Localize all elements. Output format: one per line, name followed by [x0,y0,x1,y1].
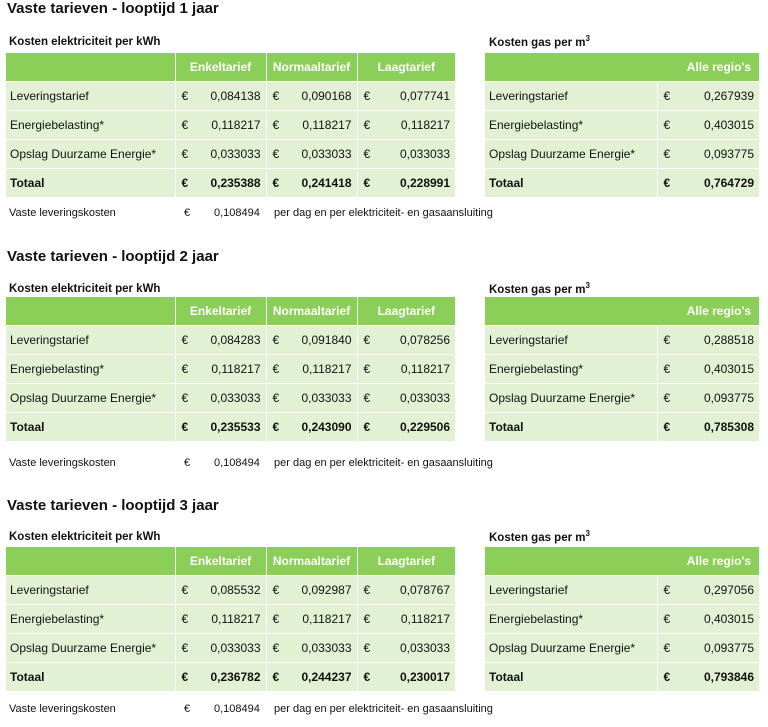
price-cell: 0,118217 [193,355,266,384]
price-cell: 0,118217 [284,111,357,140]
row-label: Energiebelasting* [6,111,175,140]
price-cell: 0,033033 [193,384,266,413]
table-header-row [485,297,759,326]
row-label: Energiebelasting* [485,355,657,384]
euro-sign: € [175,326,193,355]
column-header: Normaaltarief [266,53,357,82]
fixed-costs-label: Vaste leveringskosten [9,457,116,469]
table-row [485,634,759,663]
row-label: Energiebelasting* [6,355,175,384]
fixed-delivery-costs [9,703,759,719]
table-row [485,576,759,605]
section-title: Vaste tarieven - looptijd 1 jaar [7,0,219,17]
euro-sign: € [657,82,675,111]
column-header: Enkeltarief [175,297,266,326]
fixed-costs-note: per dag en per elektriciteit- en gasaansluiting [274,207,493,219]
table-header-row [6,297,455,326]
euro-sign: € [266,111,284,140]
price-cell: 0,118217 [284,355,357,384]
header-blank [6,547,175,576]
price-cell: 0,077741 [375,82,455,111]
price-cell: 0,764729 [675,169,759,198]
euro-sign: € [184,457,191,469]
row-label: Energiebelasting* [6,605,175,634]
row-label: Opslag Duurzame Energie* [6,634,175,663]
table-row [6,111,455,140]
fixed-costs-note: per dag en per elektriciteit- en gasaansluiting [274,703,493,715]
gas-subtitle-sup: 3 [585,34,590,43]
row-label: Opslag Duurzame Energie* [6,140,175,169]
price-cell: 0,078256 [375,326,455,355]
table-header-row [485,53,759,82]
euro-sign: € [175,355,193,384]
row-label: Leveringstarief [485,326,657,355]
euro-sign: € [657,326,675,355]
price-cell: 0,084138 [193,82,266,111]
electricity-subtitle: Kosten elektriciteit per kWh [9,36,161,48]
fixed-costs-note: per dag en per elektriciteit- en gasaansluiting [274,457,493,469]
price-cell: 0,084283 [193,326,266,355]
fixed-costs-value: 0,108494 [214,457,260,469]
fixed-costs-label: Vaste leveringskosten [9,207,116,219]
row-label: Totaal [6,169,175,198]
gas-subtitle [489,529,590,544]
total-row [6,169,455,198]
euro-sign: € [657,169,675,198]
gas-table [485,53,759,198]
column-header: Laagtarief [357,547,455,576]
euro-sign: € [357,634,375,663]
euro-sign: € [266,140,284,169]
gas-table [485,547,759,692]
euro-sign: € [357,140,375,169]
column-header: Alle regio's [657,53,759,82]
row-label: Totaal [6,663,175,692]
euro-sign: € [175,663,193,692]
euro-sign: € [266,605,284,634]
row-label: Energiebelasting* [485,111,657,140]
total-row [485,413,759,442]
table-row [6,326,455,355]
table-header-row [6,53,455,82]
gas-subtitle-text: Kosten gas per m [489,531,586,544]
row-label: Opslag Duurzame Energie* [485,634,657,663]
euro-sign: € [175,111,193,140]
euro-sign: € [657,140,675,169]
price-cell: 0,033033 [375,384,455,413]
euro-sign: € [357,663,375,692]
fixed-costs-value: 0,108494 [214,703,260,715]
price-cell: 0,228991 [375,169,455,198]
euro-sign: € [266,169,284,198]
euro-sign: € [266,326,284,355]
table-row [6,384,455,413]
price-cell: 0,118217 [375,111,455,140]
total-row [6,413,455,442]
euro-sign: € [266,355,284,384]
price-cell: 0,085532 [193,576,266,605]
row-label: Totaal [485,663,657,692]
euro-sign: € [175,576,193,605]
euro-sign: € [357,82,375,111]
table-header-row [485,547,759,576]
price-cell: 0,033033 [375,140,455,169]
table-row [485,82,759,111]
fixed-costs-label: Vaste leveringskosten [9,703,116,715]
price-cell: 0,230017 [375,663,455,692]
table-row [485,140,759,169]
row-label: Leveringstarief [6,82,175,111]
row-label: Totaal [485,413,657,442]
price-cell: 0,793846 [675,663,759,692]
price-cell: 0,235388 [193,169,266,198]
euro-sign: € [266,384,284,413]
gas-subtitle [489,34,590,49]
price-cell: 0,241418 [284,169,357,198]
table-row [6,634,455,663]
price-cell: 0,118217 [284,605,357,634]
column-header: Laagtarief [357,53,455,82]
price-cell: 0,403015 [675,605,759,634]
euro-sign: € [175,82,193,111]
price-cell: 0,288518 [675,326,759,355]
row-label: Leveringstarief [6,576,175,605]
column-header: Alle regio's [657,547,759,576]
fixed-delivery-costs [9,207,759,223]
electricity-table [6,547,455,692]
euro-sign: € [357,413,375,442]
header-blank [485,297,657,326]
euro-sign: € [357,576,375,605]
row-label: Totaal [485,169,657,198]
price-cell: 0,243090 [284,413,357,442]
euro-sign: € [266,576,284,605]
gas-table [485,297,759,442]
fixed-costs-value: 0,108494 [214,207,260,219]
euro-sign: € [266,413,284,442]
price-cell: 0,078767 [375,576,455,605]
euro-sign: € [657,634,675,663]
row-label: Leveringstarief [485,576,657,605]
column-header: Alle regio's [657,297,759,326]
euro-sign: € [266,82,284,111]
row-label: Totaal [6,413,175,442]
row-label: Energiebelasting* [485,605,657,634]
euro-sign: € [657,384,675,413]
price-cell: 0,033033 [284,140,357,169]
price-cell: 0,403015 [675,111,759,140]
row-label: Opslag Duurzame Energie* [485,384,657,413]
column-header: Enkeltarief [175,53,266,82]
gas-subtitle-text: Kosten gas per m [489,283,586,296]
price-cell: 0,235533 [193,413,266,442]
euro-sign: € [175,384,193,413]
euro-sign: € [357,384,375,413]
price-cell: 0,118217 [193,111,266,140]
euro-sign: € [184,207,191,219]
euro-sign: € [357,169,375,198]
table-row [485,605,759,634]
header-blank [485,53,657,82]
price-cell: 0,093775 [675,634,759,663]
price-cell: 0,093775 [675,140,759,169]
gas-subtitle [489,281,590,296]
table-row [6,82,455,111]
header-blank [485,547,657,576]
electricity-table [6,53,455,198]
euro-sign: € [357,111,375,140]
euro-sign: € [657,413,675,442]
euro-sign: € [175,605,193,634]
tariff-section [0,497,768,727]
price-cell: 0,297056 [675,576,759,605]
total-row [485,663,759,692]
euro-sign: € [175,140,193,169]
row-label: Opslag Duurzame Energie* [485,140,657,169]
price-cell: 0,785308 [675,413,759,442]
electricity-table [6,297,455,442]
gas-subtitle-sup: 3 [585,529,590,538]
section-title: Vaste tarieven - looptijd 2 jaar [7,248,219,265]
table-row [485,326,759,355]
price-cell: 0,033033 [193,634,266,663]
euro-sign: € [175,413,193,442]
tariff-section [0,0,768,230]
table-row [485,111,759,140]
column-header: Normaaltarief [266,297,357,326]
euro-sign: € [357,326,375,355]
price-cell: 0,033033 [193,140,266,169]
fixed-delivery-costs [9,457,759,473]
gas-subtitle-text: Kosten gas per m [489,36,586,49]
row-label: Opslag Duurzame Energie* [6,384,175,413]
price-cell: 0,093775 [675,384,759,413]
header-blank [6,297,175,326]
table-header-row [6,547,455,576]
table-row [6,576,455,605]
column-header: Enkeltarief [175,547,266,576]
euro-sign: € [266,663,284,692]
row-label: Leveringstarief [485,82,657,111]
euro-sign: € [657,663,675,692]
price-cell: 0,092987 [284,576,357,605]
price-cell: 0,090168 [284,82,357,111]
price-cell: 0,267939 [675,82,759,111]
euro-sign: € [266,634,284,663]
price-cell: 0,033033 [284,384,357,413]
column-header: Normaaltarief [266,547,357,576]
tariff-section [0,248,768,478]
electricity-subtitle: Kosten elektriciteit per kWh [9,283,161,295]
euro-sign: € [657,355,675,384]
euro-sign: € [657,576,675,605]
price-cell: 0,236782 [193,663,266,692]
electricity-subtitle: Kosten elektriciteit per kWh [9,531,161,543]
header-blank [6,53,175,82]
euro-sign: € [357,605,375,634]
price-cell: 0,229506 [375,413,455,442]
column-header: Laagtarief [357,297,455,326]
euro-sign: € [184,703,191,715]
table-row [485,384,759,413]
euro-sign: € [357,355,375,384]
table-row [485,355,759,384]
price-cell: 0,118217 [375,355,455,384]
price-cell: 0,403015 [675,355,759,384]
price-cell: 0,244237 [284,663,357,692]
gas-subtitle-sup: 3 [585,281,590,290]
table-row [6,140,455,169]
price-cell: 0,033033 [375,634,455,663]
table-row [6,605,455,634]
euro-sign: € [657,605,675,634]
row-label: Leveringstarief [6,326,175,355]
price-cell: 0,033033 [284,634,357,663]
price-cell: 0,091840 [284,326,357,355]
price-cell: 0,118217 [193,605,266,634]
total-row [6,663,455,692]
total-row [485,169,759,198]
euro-sign: € [175,634,193,663]
section-title: Vaste tarieven - looptijd 3 jaar [7,497,219,514]
euro-sign: € [657,111,675,140]
euro-sign: € [175,169,193,198]
table-row [6,355,455,384]
price-cell: 0,118217 [375,605,455,634]
